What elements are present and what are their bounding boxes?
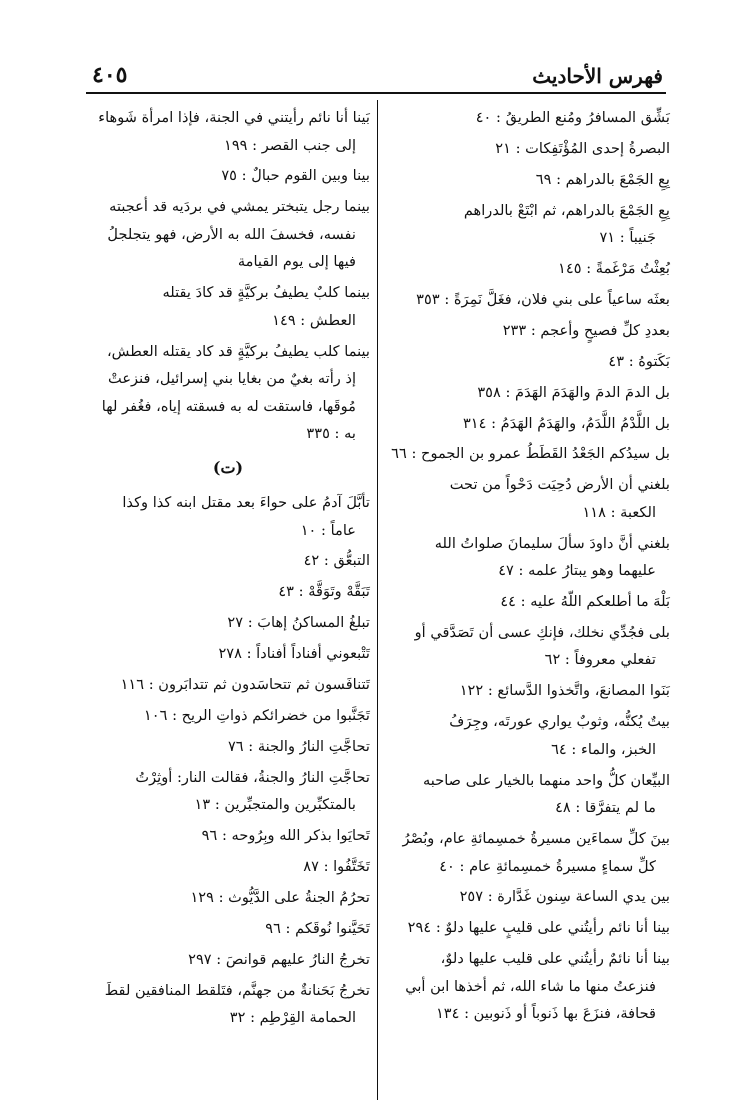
header-rule	[86, 92, 666, 94]
entry-text: التبعُّق : ٤٢	[303, 552, 370, 570]
hadith-index-entry	[86, 547, 370, 575]
hadith-index-entry	[86, 915, 370, 943]
entry-continuation: إلى جنب القصر : ١٩٩	[224, 136, 356, 154]
entry-continuation: فيها إلى يوم القيامة	[237, 253, 356, 271]
column-divider	[377, 100, 378, 1100]
hadith-index-entry	[86, 104, 370, 159]
entry-text: بلى فجُدِّي نخلك، فإنكِ عسى أن تَصَدَّقي أو	[414, 623, 670, 641]
hadith-index-entry	[386, 197, 670, 252]
entry-text: تحرُمُ الجنةُ على الدَّيُّوث : ١٢٩	[190, 888, 370, 906]
entry-text: بَينا أنا نائم رأيتني في الجنة، فإذا امرأة شَوهاء	[98, 109, 370, 126]
entry-text: تخرجُ بَحَنانةٌ من جهنَّم، فتَلقط المنافقين لقطَ	[104, 981, 370, 999]
entry-continuation: كلِّ سماءٍ مسيرةُ خمسِمائةِ عام : ٤٠	[439, 857, 656, 875]
entry-text: تَتنافَسون ثم تتحاسَدون ثم تتدابَرون : ١١٦	[120, 676, 370, 694]
hadith-index-entry	[86, 578, 370, 606]
entry-text: بينَ كلِّ سماءَين مسيرةُ خمسِمائةِ عام، وبُصْرُ	[402, 830, 670, 848]
hadith-index-entry	[386, 914, 670, 942]
hadith-index-entry	[86, 884, 370, 912]
hadith-index-entry	[386, 530, 670, 585]
hadith-index-entry	[386, 883, 670, 911]
entry-text: بُعِثْتُ مَرْغَمةً : ١٤٥	[558, 260, 670, 278]
hadith-index-entry	[86, 977, 370, 1032]
hadith-index-entry	[86, 338, 370, 448]
hadith-index-entry	[386, 945, 670, 1028]
entry-text: بِعِ الجَمْعَ بالدراهم، ثم ابْتَعْ بالدراهم	[463, 201, 670, 219]
hadith-index-entry	[86, 853, 370, 881]
right-column	[386, 104, 670, 1031]
hadith-index-entry	[386, 708, 670, 763]
hadith-index-entry	[86, 640, 370, 668]
hadith-index-entry	[386, 317, 670, 345]
entry-text: بين يدي الساعة سِنون غَدَّارة : ٢٥٧	[459, 888, 670, 906]
entry-text: بِعِ الجَمْعَ بالدراهم : ٦٩	[535, 170, 670, 188]
entry-continuation: الخبز، والماء : ٦٤	[551, 740, 656, 758]
entry-text: تأبَّلَ آدمُ على حواءَ بعد مقتل ابنه كذا وكذا	[122, 494, 370, 512]
hadith-index-entry	[386, 471, 670, 526]
entry-text: بينا وبين القوم حبالٌ : ٧٥	[221, 167, 370, 185]
hadith-index-entry	[86, 162, 370, 190]
hadith-index-entry	[386, 379, 670, 407]
hadith-index-entry	[386, 588, 670, 616]
entry-text: تَحَيَّنوا نُوقَكم : ٩٦	[265, 919, 370, 937]
hadith-index-entry	[86, 946, 370, 974]
entry-text: بعددِ كلِّ فصيحٍ وأعجم : ٢٣٣	[502, 321, 670, 339]
hadith-index-entry	[86, 702, 370, 730]
hadith-index-entry	[86, 733, 370, 761]
entry-text: بلغني أنَّ داودَ سألَ سليمانَ صلواتُ الله	[434, 534, 670, 552]
entry-continuation: الكعبة : ١١٨	[582, 503, 656, 521]
hadith-index-entry	[86, 764, 370, 819]
entry-continuation: الحمامة القِرْطِم : ٣٢	[229, 1009, 356, 1027]
entry-text: بينا أنا نائم رأيتُني على قليبٍ عليها دلوٌ : ٢٩٤	[407, 919, 670, 937]
entry-text: بل اللَّدْمُ اللَّدَمُ، والهَدَمُ الهَدَمُ : ٣١٤	[462, 414, 670, 432]
hadith-index-entry	[86, 279, 370, 334]
hadith-index-entry	[386, 440, 670, 468]
entry-text: بلغني أن الأرض دُحِيَت دَحْواً من تحت	[449, 476, 670, 494]
entry-continuation: نفسه، فخسفَ الله به الأرض، فهو يتجلجلُ	[107, 225, 356, 243]
entry-continuation: مُوقَها، فاستقت له به فسقته إياه، فغُفر لها	[101, 397, 356, 415]
hadith-index-entry	[386, 104, 670, 132]
page-title: فهرس الأحاديث	[532, 64, 663, 88]
entry-text: بينما رجل يتبختر يمشي في بردَيه قد أعجبته	[109, 198, 370, 216]
entry-text: تَجَنَّبوا من خضرائكم ذواتِ الريح : ١٠٦	[143, 706, 370, 724]
hadith-index-entry	[386, 677, 670, 705]
hadith-index-entry	[86, 489, 370, 544]
hadith-index-entry	[386, 410, 670, 438]
hadith-index-entry	[386, 619, 670, 674]
entry-continuation: العطش : ١٤٩	[272, 311, 356, 329]
entry-text: بينا أنا نائمٌ رأيتُني على قليب عليها دلوٌ،	[440, 950, 670, 968]
hadith-index-entry	[386, 255, 670, 283]
entry-text: تَحايَوا بذكر الله وبِرُوحه : ٩٦	[201, 827, 370, 845]
hadith-index-entry	[386, 135, 670, 163]
section-heading: (ت)	[212, 457, 244, 477]
entry-continuation: تفعلي معروفاً : ٦٢	[544, 651, 656, 669]
hadith-index-entry	[386, 767, 670, 822]
entry-continuation: فنزعتُ منها ما شاء الله، ثم أخذها ابن أبي	[405, 977, 656, 995]
hadith-index-entry	[386, 166, 670, 194]
hadith-index-entry	[86, 822, 370, 850]
entry-continuation: إذ رأته بغيٌ من بغايا بني إسرائيل، فنزعتْ	[108, 370, 356, 388]
entry-text: بَشِّق المسافرُ ومُنع الطريقُ : ٤٠	[475, 109, 670, 126]
entry-text: تبلغُ المساكنُ إهابَ : ٢٧	[227, 614, 370, 632]
entry-continuation: به : ٣٣٥	[306, 425, 356, 443]
entry-text: بل سيدُكم الجَعْدُ القَطَطُ عمرو بن الجموح : ٦٦	[391, 445, 670, 463]
hadith-index-entry	[386, 286, 670, 314]
entry-continuation: قحافة، فنزَعَ بها ذَنوباً أو ذَنوبين : ١٣٤	[435, 1005, 656, 1023]
entry-text: البصرةُ إحدى المُؤْتَفِكات : ٢١	[495, 139, 670, 157]
entry-text: بيتٌ يُكنُّه، وثوبٌ يواري عورتَه، وجِرَفُ	[449, 713, 670, 731]
entry-text: تَبَقَّهْ وتَوَقَّهْ : ٤٣	[278, 583, 370, 601]
entry-continuation: عليهما وهو يبتارُ علمه : ٤٧	[498, 562, 656, 580]
entry-text: تحاجَّتِ النارُ والجنةُ، فقالت النار: أوثِرْتُ	[135, 768, 370, 786]
entry-text: تحاجَّتِ النارُ والجنة : ٧٦	[227, 737, 370, 755]
entry-text: بَنَوا المصانعَ، واتَّخذوا الدَّسائع : ١٢٢	[459, 682, 670, 700]
entry-text: بَلْهَ ما أطلعكم اللّهُ عليه : ٤٤	[500, 593, 670, 611]
entry-text: تَخَتَّفُوا : ٨٧	[303, 857, 370, 875]
left-column	[86, 104, 370, 1035]
hadith-index-entry	[86, 671, 370, 699]
entry-text: بل الدمَ الدمَ والهَدَمَ الهَدَمَ : ٣٥٨	[477, 383, 670, 401]
hadith-index-entry	[386, 348, 670, 376]
entry-text: تَتْبعوني أفناداً أفناداً : ٢٧٨	[218, 645, 370, 663]
hadith-index-entry	[86, 193, 370, 276]
entry-continuation: ما لم يتفرَّقا : ٤٨	[555, 799, 656, 817]
entry-text: بعثَه ساعياً على بني فلان، فغَلَّ نَمِرَةً : ٣٥٣	[416, 290, 670, 308]
entry-text: بينما كلب يطيفُ بركيَّةٍ قد كاد يقتله العطش،	[106, 342, 370, 360]
entry-continuation: بالمتكبِّرين والمتجبِّرين : ١٣	[194, 796, 356, 814]
entry-text: البيِّعان كلُّ واحد منهما بالخيار على صاحبه	[422, 771, 670, 789]
page-number: ٤٠٥	[92, 62, 128, 88]
entry-continuation: جَنيباً : ٧١	[599, 229, 656, 247]
hadith-index-entry	[86, 609, 370, 637]
entry-text: بينما كلبٌ يطيفُ بركيَّةٍ قد كادَ يقتله	[162, 284, 370, 302]
entry-text: تخرجُ النارُ عليهم قوانصَ : ٢٩٧	[188, 950, 370, 968]
entry-text: بَكَتوهُ : ٤٣	[608, 352, 670, 370]
hadith-index-entry	[386, 825, 670, 880]
entry-continuation: عاماً : ١٠	[300, 521, 356, 539]
